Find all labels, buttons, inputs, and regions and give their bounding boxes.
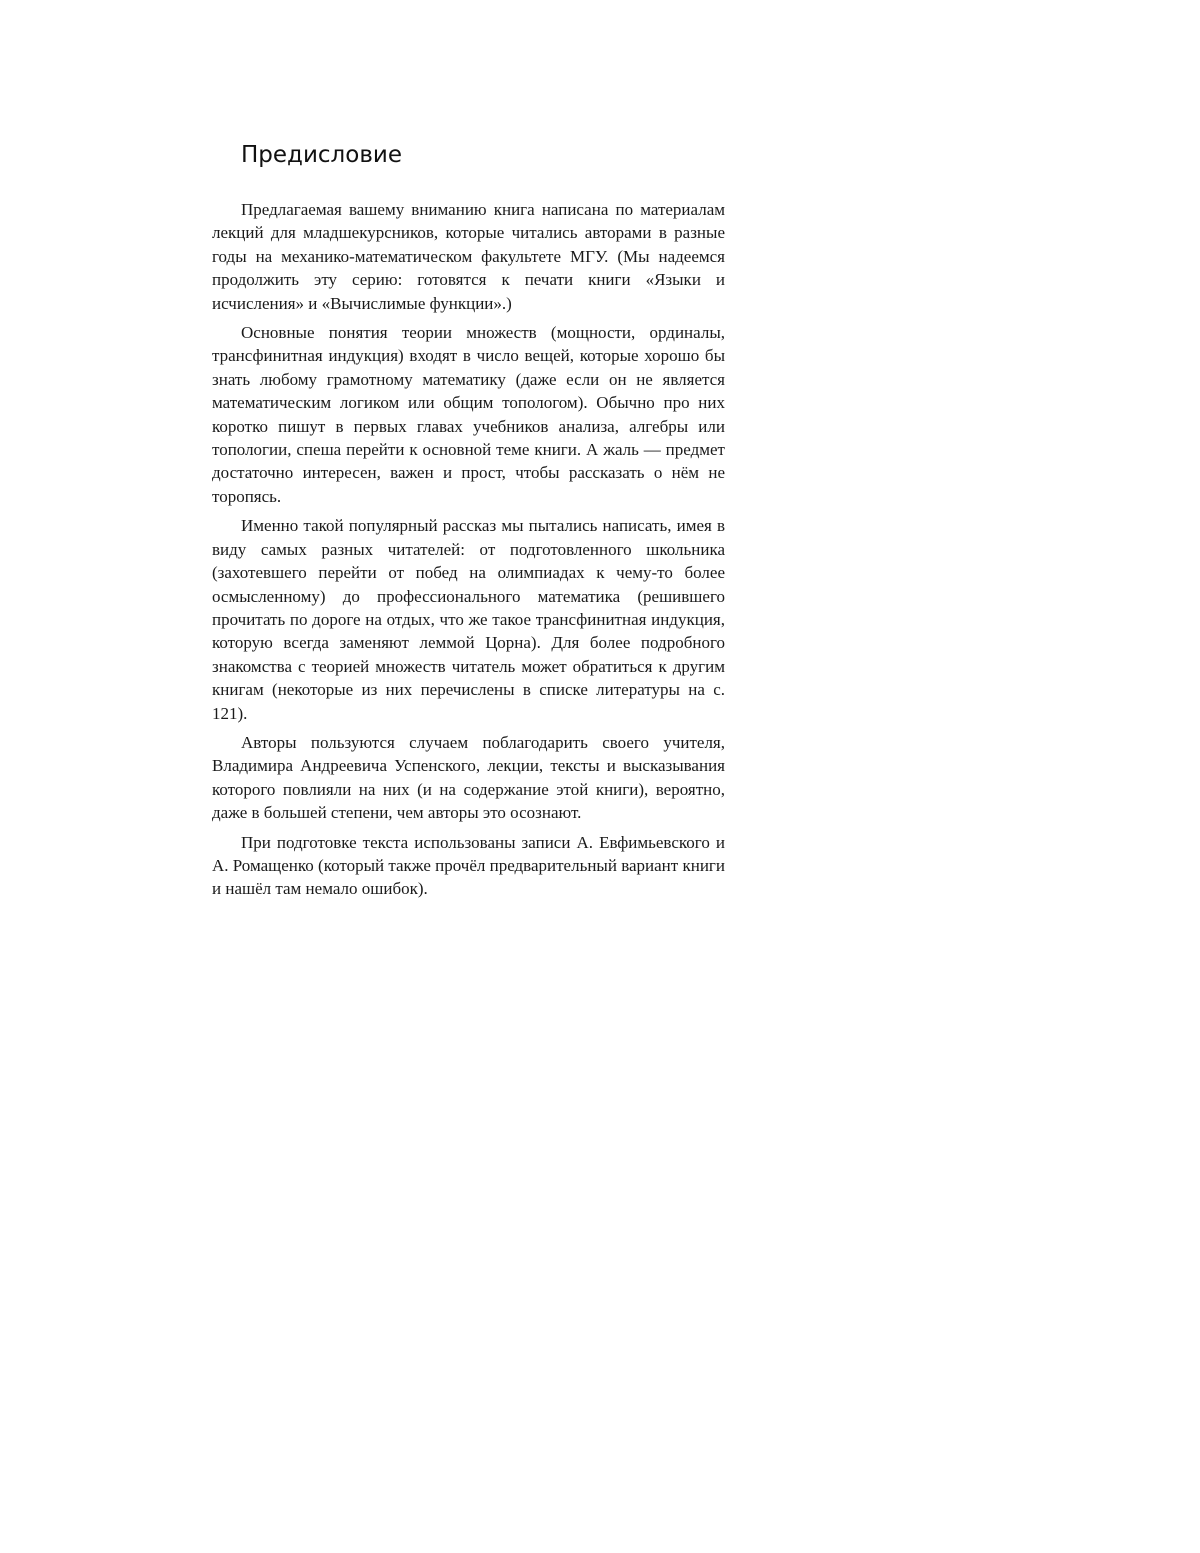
paragraph-1: Предлагаемая вашему вниманию книга написана по материалам лекций для младшекурсников, которые читались авторами в разные годы на механико-математическом факультете МГУ. (Мы надеемся продолжить эту серию: готовятся к печати книги «Языки и исчисления» и «Вычислимые функции».)	[212, 200, 725, 313]
paragraph-3: Именно такой популярный рассказ мы пытались написать, имея в виду самых разных читателей: от подготовленного школьника (захотевшего перейти от побед на олимпиадах к чему-то более осмысленному) до профессионального математика (решившего прочитать по дороге на отдых, что же такое трансфинитная индукция, которую всегда заменяют леммой Цорна). Для более подробного знакомства с теорией множеств читатель может обратиться к другим книгам (некоторые из них перечислены в списке литературы на с. 121).	[212, 516, 725, 723]
page-title: Предисловие	[241, 142, 402, 168]
paragraph-5: При подготовке текста использованы записи А. Евфимьевского и А. Ромащенко (который также прочёл предварительный вариант книги и нашёл там немало ошибок).	[212, 832, 725, 899]
paragraph-2: Основные понятия теории множеств (мощности, ординалы, трансфинитная индукция) входят в число вещей, которые хорошо бы знать любому грамотному математику (даже если он не является математическим логиком или общим топологом). Обычно про них коротко пишут в первых главах учебников анализа, алгебры или топологии, спеша перейти к основной теме книги. А жаль — предмет достаточно интересен, важен и прост, чтобы рассказать о нём не торопясь.	[212, 323, 725, 506]
paragraph-4: Авторы пользуются случаем поблагодарить своего учителя, Владимира Андреевича Успенского, лекции, тексты и высказывания которого повлияли на них (и на содержание этой книги), вероятно, даже в большей степени, чем авторы это осознают.	[212, 732, 725, 823]
preface-body	[212, 198, 725, 901]
